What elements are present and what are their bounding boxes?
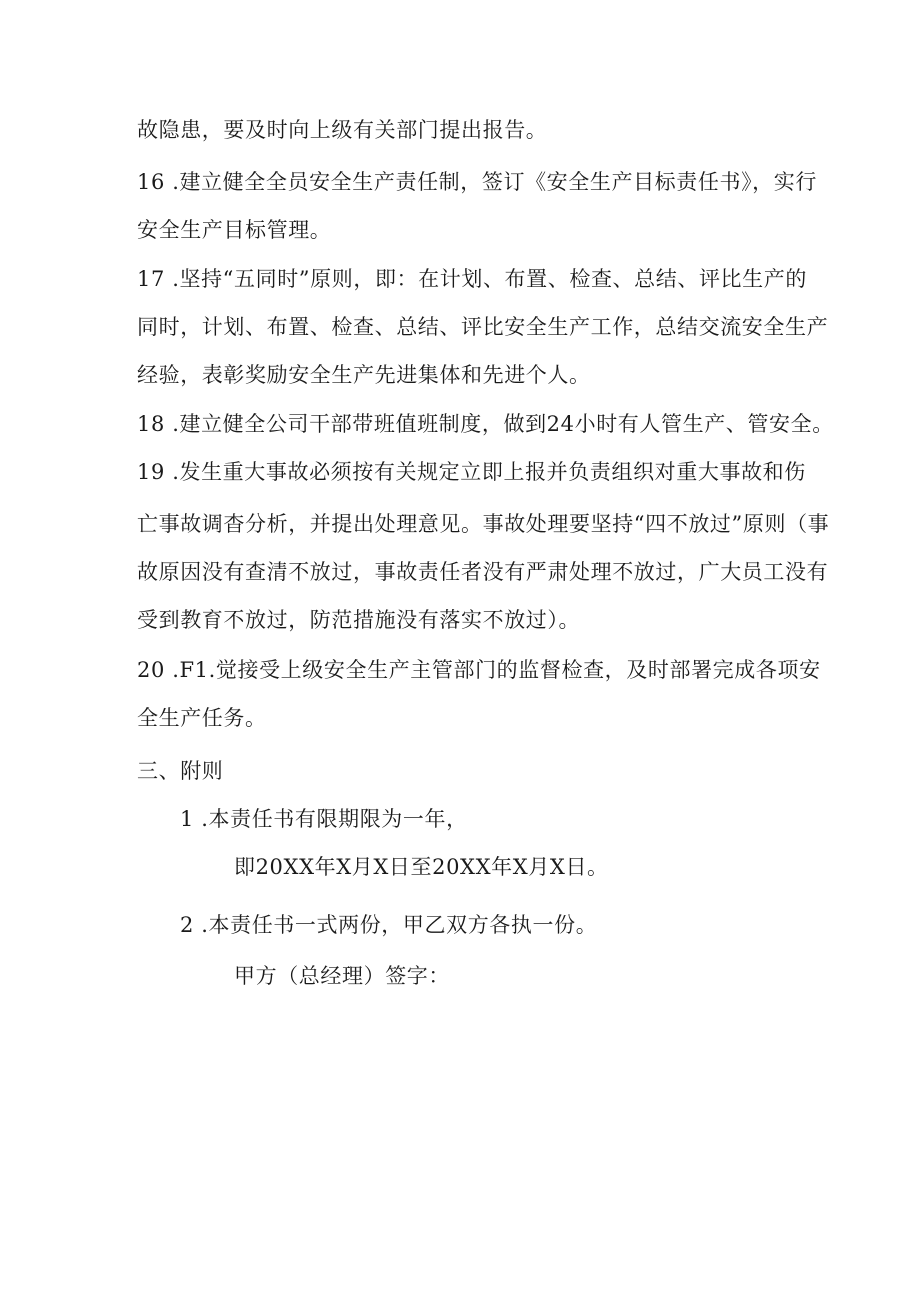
paragraph-line: 19 .发生重大事故必须按有关规定立即上报并负责组织对重大事故和伤	[137, 460, 806, 484]
paragraph-line: 全生产任务。	[137, 706, 267, 730]
appendix-item-2: 2 .本责任书一式两份，甲乙双方各执一份。	[180, 913, 598, 937]
paragraph-line: 同时，计划、布置、检查、总结、评比安全生产工作，总结交流安全生产	[137, 315, 829, 339]
paragraph-line: 经验，表彰奖励安全生产先进集体和先进个人。	[137, 363, 591, 387]
paragraph-line: 亡事故调杳分析，并提出处理意见。事故处理要坚持“四不放过”原则（事	[137, 512, 830, 536]
paragraph-line: 受到教育不放过，防范措施没有落实不放过）。	[137, 608, 581, 632]
appendix-item-1-dates: 即20XX年X月X日至20XX年X月X日。	[234, 855, 609, 879]
paragraph-line: 安全生产目标管理。	[137, 218, 332, 242]
paragraph-line: 故原因没有查清不放过，事故责任者没有严肃处理不放过，广大员工没有	[137, 560, 829, 584]
paragraph-line: 17 .坚持“五同时”原则，即：在计划、布置、检查、总结、评比生产的	[137, 267, 807, 291]
signature-line: 甲方（总经理）签字：	[234, 964, 450, 988]
paragraph-line: 18 .建立健全公司干部带班值班制度，做到24小时有人管生产、管安全。	[137, 412, 834, 436]
paragraph-line: 16 .建立健全全员安全生产责任制，签订《安全生产目标责任书》，实行	[137, 170, 817, 194]
paragraph-line: 故隐患，要及时向上级有关部门提出报告。	[137, 118, 548, 142]
section-heading: 三、附则	[137, 759, 224, 783]
appendix-item-1: 1 .本责任书有限期限为一年，	[180, 807, 468, 831]
paragraph-line: 20 .F1.觉接受上级安全生产主管部门的监督检查，及时部署完成各项安	[137, 658, 821, 682]
